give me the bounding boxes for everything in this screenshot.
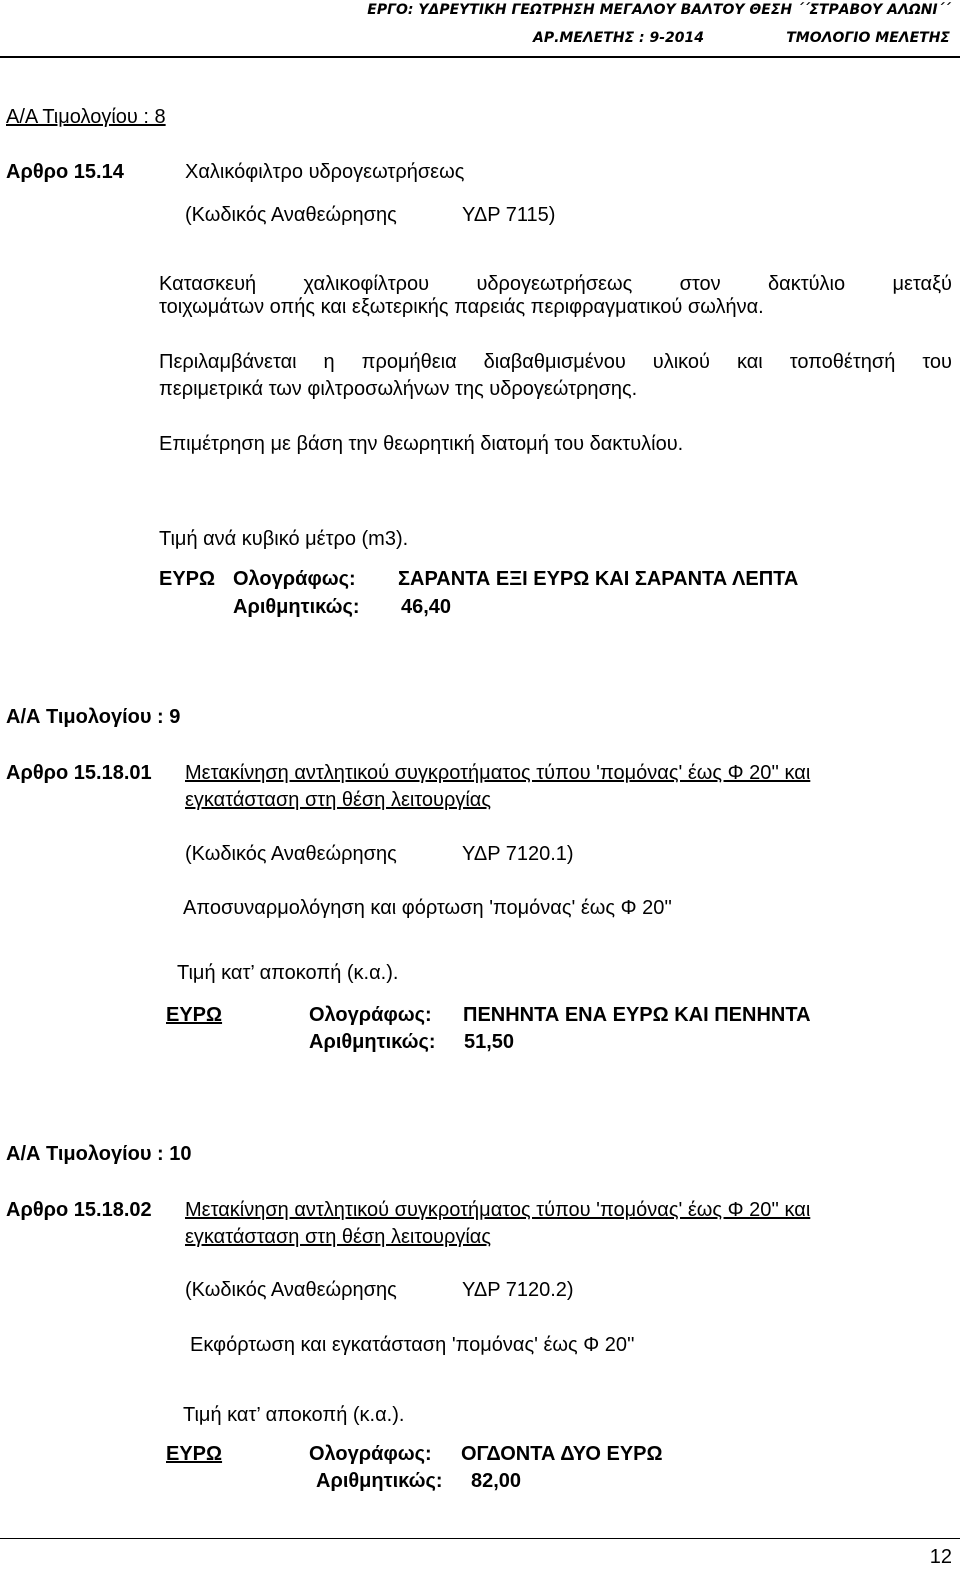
header-doc-type: ΤΜΟΛΟΓΙΟ ΜΕΛΕΤΗΣ bbox=[786, 30, 950, 46]
item8-unit-price: Τιμή ανά κυβικό μέτρο (m3). bbox=[159, 528, 409, 550]
page-number: 12 bbox=[929, 1546, 952, 1568]
item8-revision-code: ΥΔΡ 7115) bbox=[462, 204, 556, 226]
item10-article: Αρθρο 15.18.02 bbox=[6, 1199, 152, 1221]
item10-title-line1: Μετακίνηση αντλητικού συγκροτήματος τύπου 'πομόνας' έως Φ 20'' και bbox=[185, 1199, 811, 1221]
item8-desc2-line2: περιμετρικά των φιλτροσωλήνων της υδρογεώτρησης. bbox=[159, 378, 638, 400]
item8-revision-label: (Κωδικός Αναθεώρησης bbox=[185, 204, 397, 226]
item10-num-label: Αριθμητικώς: bbox=[316, 1470, 443, 1492]
item9-currency: ΕΥΡΩ bbox=[166, 1004, 223, 1026]
item8-heading: Α/Α Τιμολογίου : 8 bbox=[6, 106, 166, 128]
item8-desc-line2: τοιχωμάτων οπής και εξωτερικής παρειάς περιφραγματικού σωλήνα. bbox=[159, 296, 764, 318]
item9-desc: Αποσυναρμολόγηση και φόρτωση 'πομόνας' έως Φ 20'' bbox=[183, 897, 672, 919]
item10-unit-price: Τιμή κατ’ αποκοπή (κ.α.). bbox=[183, 1404, 405, 1426]
item8-measure: Επιμέτρηση με βάση την θεωρητική διατομή του δακτυλίου. bbox=[159, 433, 684, 455]
item9-num-label: Αριθμητικώς: bbox=[309, 1031, 436, 1053]
item9-heading: Α/Α Τιμολογίου : 9 bbox=[6, 706, 181, 728]
item10-revision-code: ΥΔΡ 7120.2) bbox=[462, 1279, 574, 1301]
item10-num-value: 82,00 bbox=[471, 1470, 522, 1492]
header-project: ΕΡΓΟ: ΥΔΡΕΥΤΙΚΗ ΓΕΩΤΡΗΣΗ ΜΕΓΑΛΟΥ ΒΑΛΤΟΥ ΘΕΣΗ ΄΄ΣΤΡΑΒΟΥ ΑΛΩΝΙ΄΄ bbox=[367, 2, 950, 18]
item10-title-line2: εγκατάσταση στη θέση λειτουργίας bbox=[185, 1226, 492, 1248]
item9-unit-price: Τιμή κατ’ αποκοπή (κ.α.). bbox=[177, 962, 399, 984]
footer-divider bbox=[0, 1538, 960, 1539]
item8-currency: ΕΥΡΩ bbox=[159, 568, 216, 590]
item9-words-label: Ολογράφως: bbox=[309, 1004, 432, 1026]
header-study-no: ΑΡ.ΜΕΛΕΤΗΣ : 9-2014 bbox=[533, 30, 705, 46]
item9-revision-code: ΥΔΡ 7120.1) bbox=[462, 843, 574, 865]
item8-desc-line1: Κατασκευή χαλικοφίλτρου υδρογεωτρήσεως στον δακτύλιο μεταξύ bbox=[159, 273, 952, 295]
item8-num-label: Αριθμητικώς: bbox=[233, 596, 360, 618]
item8-title: Χαλικόφιλτρο υδρογεωτρήσεως bbox=[185, 161, 465, 183]
item8-num-value: 46,40 bbox=[401, 596, 452, 618]
item10-revision-label: (Κωδικός Αναθεώρησης bbox=[185, 1279, 397, 1301]
item9-title-line1: Μετακίνηση αντλητικού συγκροτήματος τύπου 'πομόνας' έως Φ 20'' και bbox=[185, 762, 811, 784]
item10-currency: ΕΥΡΩ bbox=[166, 1443, 223, 1465]
item8-desc2-line1: Περιλαμβάνεται η προμήθεια διαβαθμισμένου υλικού και τοποθέτησή του bbox=[159, 351, 952, 373]
item9-article: Αρθρο 15.18.01 bbox=[6, 762, 152, 784]
item8-words-value: ΣΑΡΑΝΤΑ ΕΞΙ ΕΥΡΩ ΚΑΙ ΣΑΡΑΝΤΑ ΛΕΠΤΑ bbox=[398, 568, 799, 590]
item10-words-label: Ολογράφως: bbox=[309, 1443, 432, 1465]
item9-words-value: ΠΕΝΗΝΤΑ ΕΝΑ ΕΥΡΩ ΚΑΙ ΠΕΝΗΝΤΑ bbox=[463, 1004, 811, 1026]
item10-heading: Α/Α Τιμολογίου : 10 bbox=[6, 1143, 192, 1165]
item9-revision-label: (Κωδικός Αναθεώρησης bbox=[185, 843, 397, 865]
item10-words-value: ΟΓΔΟΝΤΑ ΔΥΟ ΕΥΡΩ bbox=[461, 1443, 663, 1465]
item8-article: Αρθρο 15.14 bbox=[6, 161, 124, 183]
item9-title-line2: εγκατάσταση στη θέση λειτουργίας bbox=[185, 789, 492, 811]
item8-words-label: Ολογράφως: bbox=[233, 568, 356, 590]
item10-desc: Εκφόρτωση και εγκατάσταση 'πομόνας' έως Φ 20'' bbox=[190, 1334, 635, 1356]
item9-num-value: 51,50 bbox=[464, 1031, 515, 1053]
header-divider bbox=[0, 56, 960, 58]
